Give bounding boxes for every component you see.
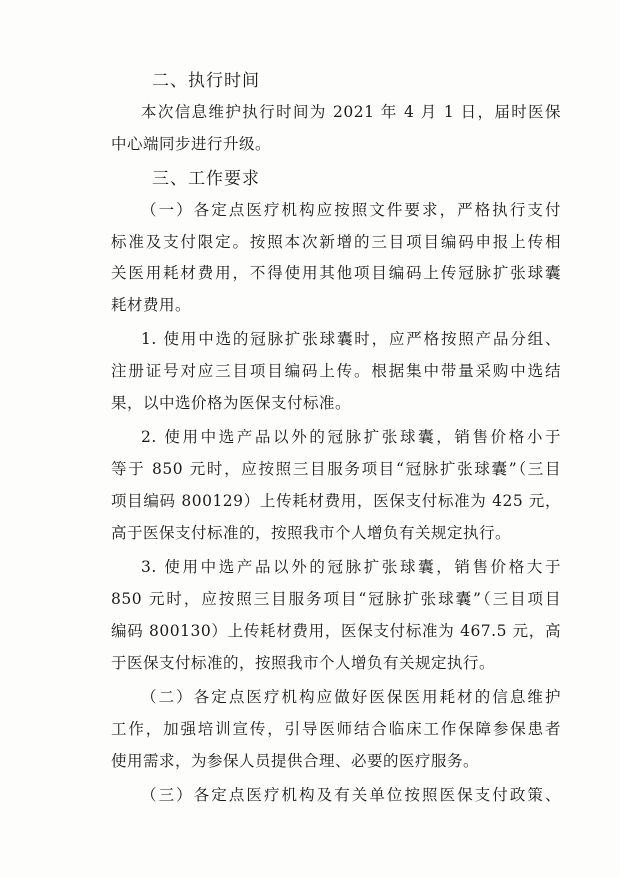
paragraph-line: （二）各定点医疗机构应做好医保医用耗材的信息维护: [141, 688, 561, 706]
section-heading-work-requirements: 三、工作要求: [152, 169, 260, 189]
paragraph-line: 关医用耗材费用，不得使用其他项目编码上传冠脉扩张球囊: [111, 264, 561, 282]
paragraph-line: 标准及支付限定。按照本次新增的三目项目编码申报上传相: [111, 233, 561, 251]
paragraph-line: 等于 850 元时，应按照三目服务项目“冠脉扩张球囊”（三目: [111, 460, 561, 478]
paragraph-line: 高于医保支付标准的，按照我市个人增负有关规定执行。: [111, 524, 512, 542]
paragraph-line: （三）各定点医疗机构及有关单位按照医保支付政策、: [141, 786, 561, 804]
paragraph-line: 1. 使用中选的冠脉扩张球囊时，应严格按照产品分组、: [141, 330, 561, 348]
paragraph-line: 注册证号对应三目项目编码上传。根据集中带量采购中选结: [111, 362, 561, 380]
paragraph-line: 850 元时，应按照三目服务项目“冠脉扩张球囊”（三目项目: [111, 590, 561, 608]
paragraph-line: （一）各定点医疗机构应按照文件要求，严格执行支付: [141, 201, 561, 219]
paragraph-line: 于医保支付标准的，按照我市个人增负有关规定执行。: [111, 654, 496, 672]
paragraph-line: 工作，加强培训宣传，引导医师结合临床工作保障参保患者: [111, 720, 561, 738]
paragraph-line: 果，以中选价格为医保支付标准。: [111, 394, 352, 412]
paragraph-line: 中心端同步进行升级。: [111, 135, 272, 153]
paragraph-line: 使用需求，为参保人员提供合理、必要的医疗服务。: [111, 752, 480, 770]
paragraph-line: 编码 800130）上传耗材费用，医保支付标准为 467.5 元，高: [111, 622, 561, 640]
paragraph-line: 耗材费用。: [111, 296, 192, 314]
paragraph-line: 项目编码 800129）上传耗材费用，医保支付标准为 425 元，: [111, 492, 561, 510]
paragraph-line: 本次信息维护执行时间为 2021 年 4 月 1 日，届时医保: [141, 103, 561, 121]
section-heading-execution-time: 二、执行时间: [152, 71, 260, 91]
paragraph-line: 2. 使用中选产品以外的冠脉扩张球囊，销售价格小于: [141, 428, 561, 446]
paragraph-line: 3. 使用中选产品以外的冠脉扩张球囊，销售价格大于: [141, 558, 561, 576]
